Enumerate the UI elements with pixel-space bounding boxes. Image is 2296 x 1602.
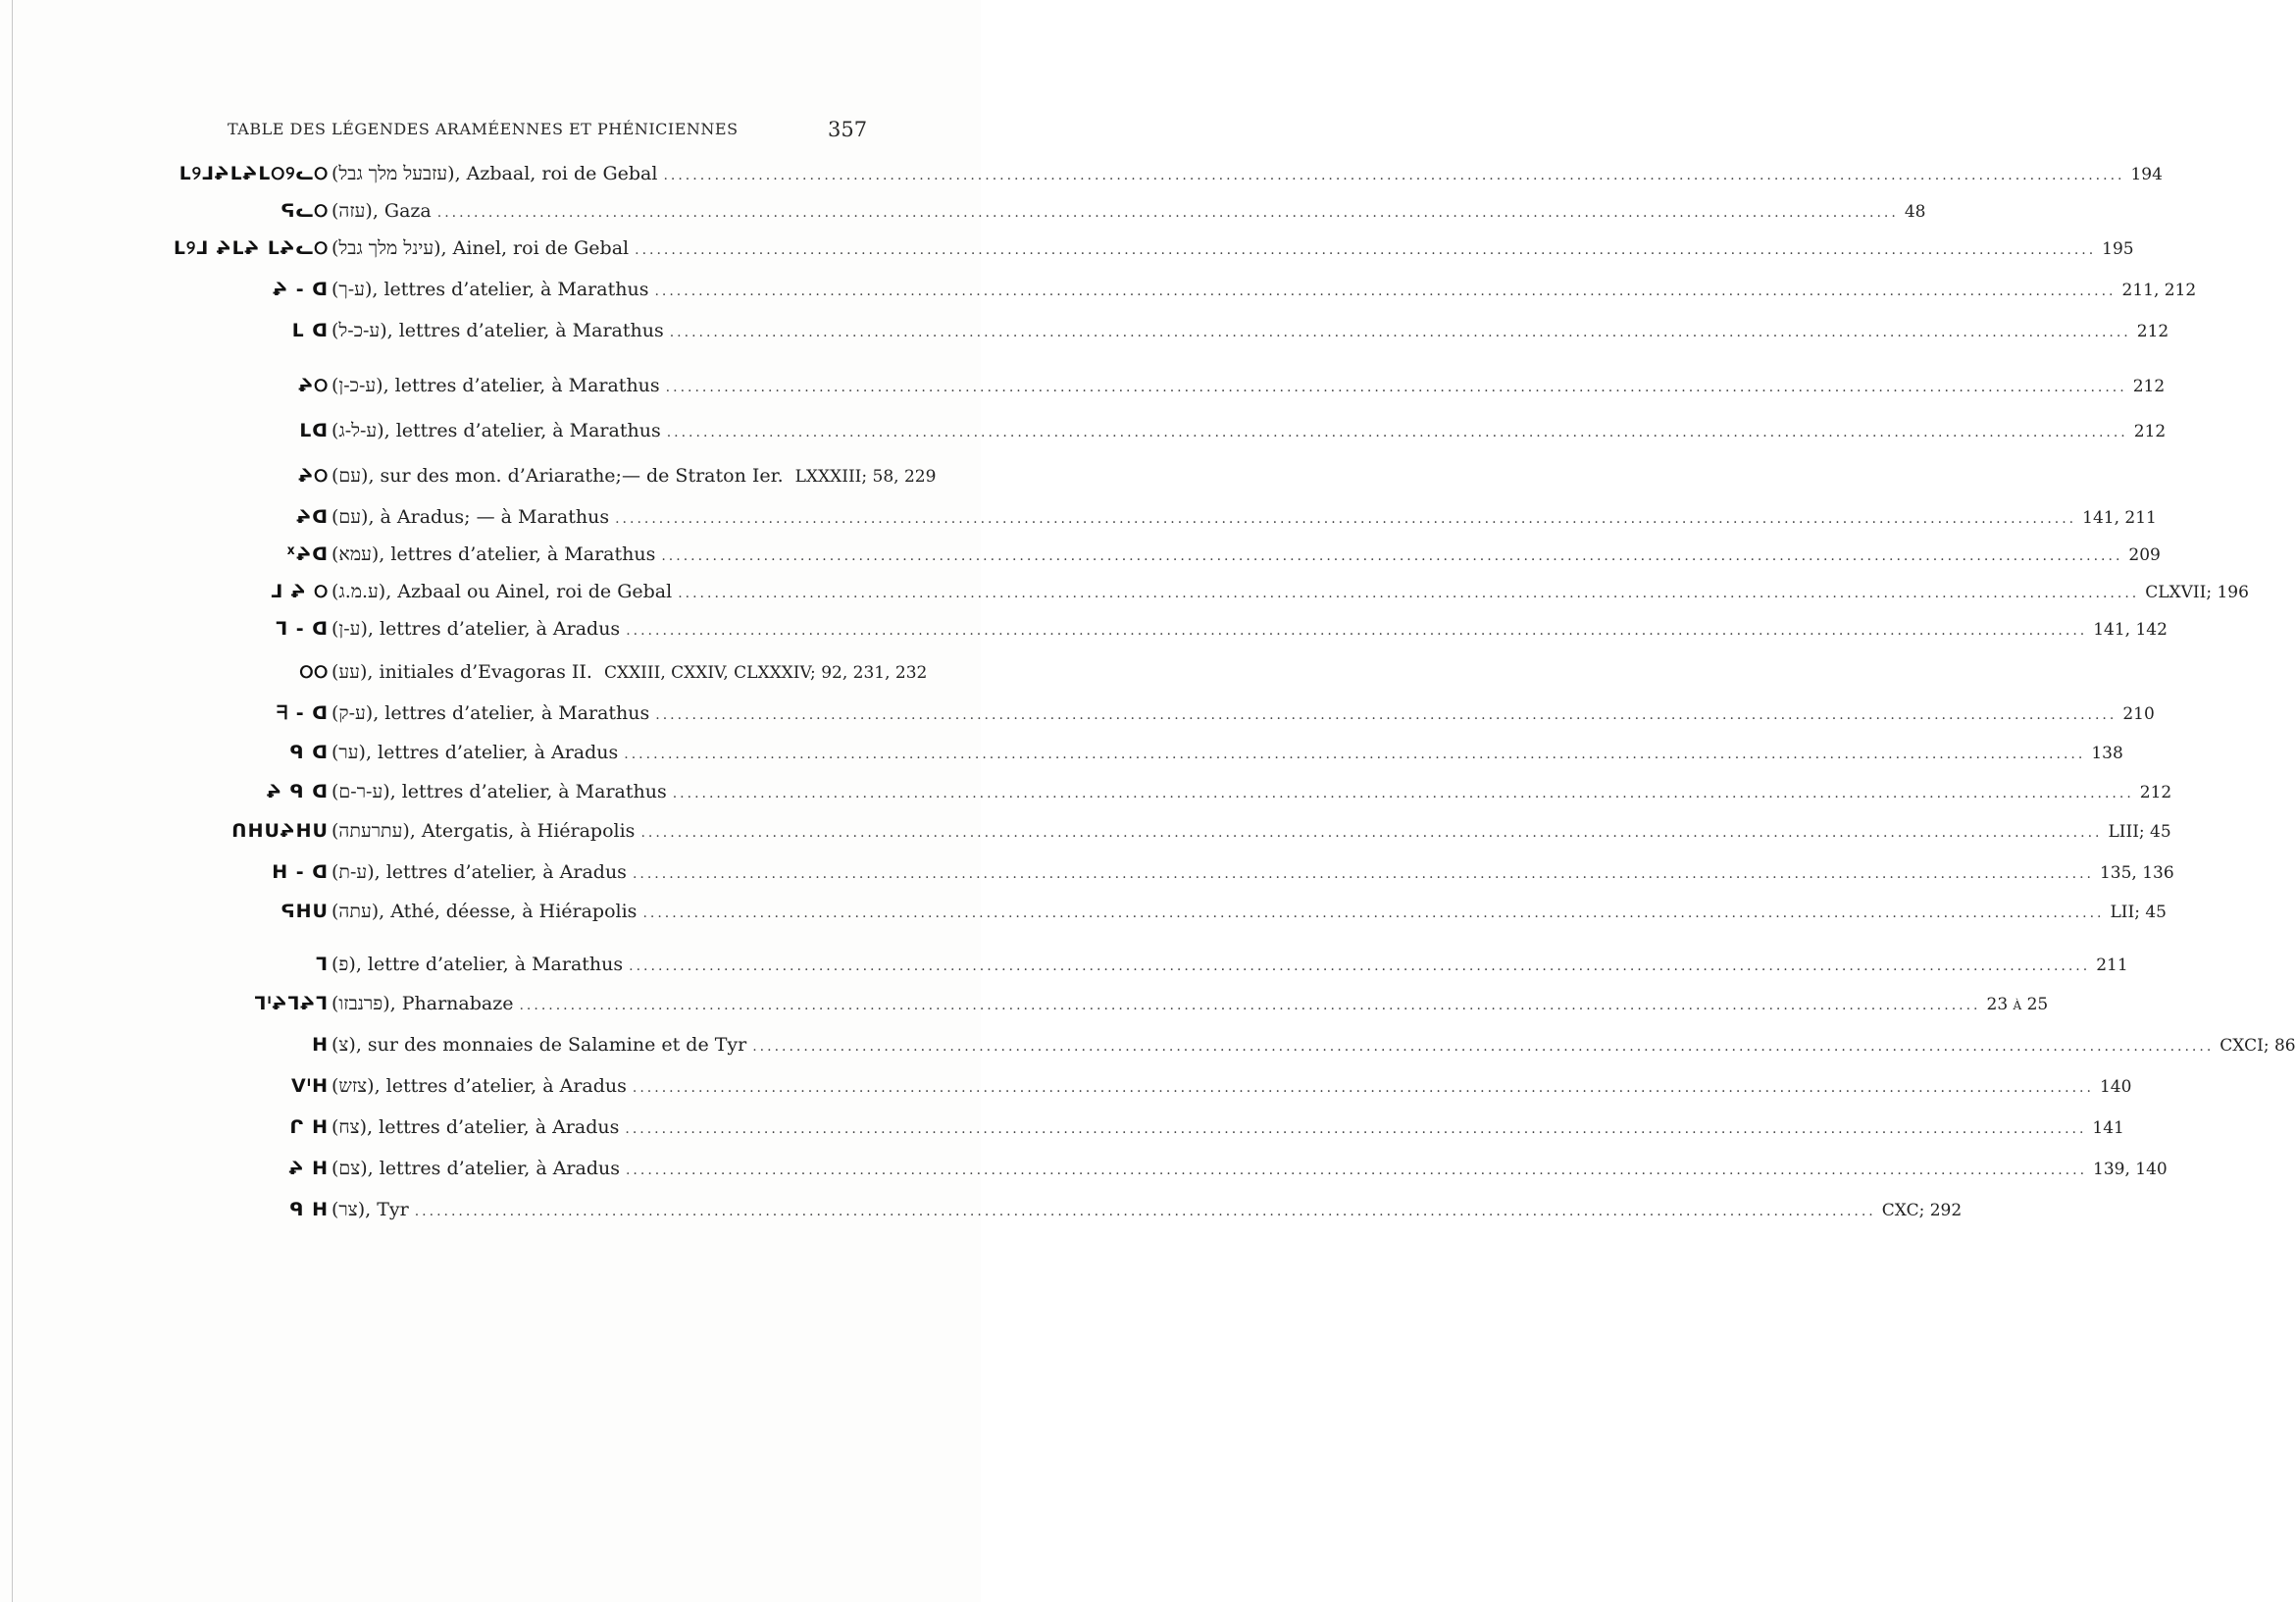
hebrew-transcription: (ע-ך) [332, 279, 373, 300]
entry-description: , lettres d’atelier, à Marathus [373, 702, 650, 724]
entry-text [332, 192, 1926, 230]
entry-description: , initiales d’Evagoras II. [367, 661, 592, 683]
entry-text [332, 312, 2169, 349]
entry-description: , à Aradus; — à Marathus [368, 506, 610, 528]
script-legend: ᖨᗡ [296, 506, 329, 528]
legend-entry [0, 573, 2249, 610]
page-reference: 195 [2102, 239, 2134, 259]
hebrew-transcription: (פ) [332, 954, 356, 975]
entry-text [332, 367, 2166, 404]
entry-text [332, 610, 2168, 647]
dot-leader: ........................................................................................................................................................................................................ [629, 958, 2091, 974]
page-reference: 139, 140 [2093, 1160, 2168, 1179]
script-legend: ᒣ - ᗡ [276, 618, 329, 640]
entry-text [332, 230, 2134, 267]
legend-entry [0, 853, 2174, 891]
dot-leader: ........................................................................................................................................................................................................ [669, 325, 2131, 340]
entry-description: , lettres d’atelier, à Aradus [367, 618, 621, 640]
entry-description: , Pharnabaze [389, 993, 514, 1014]
script-legend: ᖨ୦ [298, 375, 329, 396]
script-legend: ᑎᕼᑌᖨᕼᑌ [231, 820, 329, 842]
dot-leader: ........................................................................................................................................................................................................ [615, 511, 2077, 527]
page-header [228, 116, 914, 155]
dot-leader: ........................................................................................................................................................................................................ [624, 747, 2086, 762]
script-legend: ᕼ [312, 1034, 329, 1056]
hebrew-transcription: (עתה) [332, 901, 380, 922]
entry-description: , lettres d’atelier, à Marathus [389, 781, 667, 802]
page-reference: 23 à 25 [1986, 995, 2049, 1014]
legend-entry [0, 985, 2049, 1022]
hebrew-transcription: (צ) [332, 1034, 356, 1056]
entry-text [332, 1067, 2132, 1105]
legend-entry [0, 230, 2134, 267]
legend-entry [0, 312, 2169, 349]
script-legend: ᖨ ᑫ ᗡ [267, 781, 329, 802]
legend-entry [0, 498, 2157, 536]
page-reference: 194 [2130, 165, 2163, 184]
script-legend: ᕋᕼᑌ [281, 901, 329, 922]
script-legend: ᕋᓚ୦ [281, 200, 329, 222]
page-reference: CXC; 292 [1881, 1201, 1963, 1220]
entry-description: , lettres d’atelier, à Marathus [379, 543, 656, 565]
script-legend: ᖨ୦ [298, 465, 329, 487]
hebrew-transcription: (ער) [332, 742, 366, 763]
dot-leader: ........................................................................................................................................................................................................ [626, 623, 2088, 639]
legend-entry [0, 155, 2163, 192]
entry-text [332, 773, 2172, 810]
entry-text [332, 155, 2163, 192]
hebrew-transcription: (עם) [332, 506, 369, 528]
hebrew-transcription: (צר) [332, 1199, 366, 1220]
legend-entry [0, 1026, 2296, 1063]
dot-leader: ........................................................................................................................................................................................................ [663, 168, 2125, 183]
script-legend: ᕁᖨᗡ [285, 543, 329, 565]
script-legend: ᖨ ᕼ [288, 1158, 329, 1179]
page-reference: 212 [2133, 422, 2167, 441]
script-legend: ᒣᑊᖨᒣᖨᒣ [254, 993, 329, 1014]
page-reference: 140 [2099, 1077, 2132, 1097]
hebrew-transcription: (ע-ן) [332, 618, 368, 640]
entry-text [332, 985, 2049, 1022]
entry-description: , lettres d’atelier, à Marathus [372, 279, 649, 300]
dot-leader: ........................................................................................................................................................................................................ [642, 905, 2105, 921]
legend-entry [0, 610, 2168, 647]
script-legend: ୦୦ [299, 661, 329, 683]
page-reference: 141, 142 [2093, 620, 2168, 640]
legend-entry [0, 412, 2167, 449]
legend-entry [0, 695, 2155, 732]
script-legend: ᒪ୨ᒧᖨᒪᖨᒪ୦୨ᓚ୦ [179, 163, 329, 184]
dot-leader: ........................................................................................................................................................................................................ [654, 284, 2117, 299]
entry-description: , lettres d’atelier, à Marathus [386, 320, 664, 341]
dot-leader: ........................................................................................................................................................................................................ [625, 1163, 2088, 1178]
page-reference: CLXVII; 196 [2145, 583, 2249, 602]
entry-description: , lettres d’atelier, à Aradus [367, 1158, 620, 1179]
script-legend: ᒋ ᕼ [289, 1116, 329, 1138]
script-legend: ᑫ ᕼ [289, 1199, 329, 1220]
hebrew-transcription: (ע-כ-ן) [332, 375, 383, 396]
dot-leader: ........................................................................................................................................................................................................ [752, 1039, 2215, 1055]
legend-entry [0, 536, 2161, 573]
page-reference: 138 [2091, 744, 2123, 763]
legend-entry [0, 192, 1926, 230]
page-reference: 141 [2092, 1118, 2124, 1138]
script-legend: ᒪ୨ᒧ ᖨᒪᖨ ᒪᖨᓚ୦ [174, 237, 329, 259]
legend-entry [0, 271, 2197, 308]
page-reference: 135, 136 [2099, 863, 2174, 883]
hebrew-transcription: (עזה) [332, 200, 373, 222]
page-reference: 48 [1904, 202, 1926, 222]
page-reference: CXCI; 86 [2219, 1036, 2296, 1056]
hebrew-transcription: (פרנבזו) [332, 993, 390, 1014]
entry-text [332, 946, 2128, 983]
entry-description: , Gaza [372, 200, 432, 222]
entry-text [332, 457, 937, 494]
script-legend: ᒣ [316, 954, 329, 975]
dot-leader: ........................................................................................................................................................................................................ [436, 205, 1899, 221]
script-legend: ᒧ ᖨ ୦ [271, 581, 329, 602]
hebrew-transcription: (עתרעתה) [332, 820, 410, 842]
hebrew-transcription: (ע-ק) [332, 702, 374, 724]
entry-text [332, 1191, 1963, 1228]
entry-text [332, 498, 2157, 536]
entry-text [332, 1150, 2168, 1187]
page-reference: 211 [2096, 956, 2128, 975]
dot-leader: ........................................................................................................................................................................................................ [635, 242, 2097, 258]
dot-leader: ........................................................................................................................................................................................................ [666, 425, 2128, 440]
legend-entry [0, 1150, 2168, 1187]
script-legend: ᒪᗡ [299, 420, 329, 441]
legend-entry [0, 367, 2166, 404]
entry-text [332, 695, 2155, 732]
entry-description: , lettre d’atelier, à Marathus [355, 954, 624, 975]
script-legend: ᑫ ᗡ [289, 742, 329, 763]
running-head: TABLE DES LÉGENDES ARAMÉENNES ET PHÉNICIENNES [228, 120, 739, 138]
hebrew-transcription: (עע) [332, 661, 368, 683]
entry-description: , Azbaal, roi de Gebal [454, 163, 658, 184]
page-reference: 212 [2132, 377, 2166, 396]
legend-entry [0, 734, 2123, 771]
entry-text [332, 1109, 2124, 1146]
dot-leader: ........................................................................................................................................................................................................ [665, 380, 2127, 395]
entry-description: , lettres d’atelier, à Aradus [365, 742, 619, 763]
dot-leader: ........................................................................................................................................................................................................ [661, 548, 2123, 564]
hebrew-transcription: (ע-ל-ג) [332, 420, 384, 441]
script-legend: ᐯᑊᕼ [291, 1075, 329, 1097]
page-reference: LIII; 45 [2108, 822, 2171, 842]
hebrew-transcription: (צזש) [332, 1075, 375, 1097]
dot-leader: ........................................................................................................................................................................................................ [640, 825, 2103, 841]
script-legend: ᖷ - ᗡ [276, 702, 329, 724]
legend-entry [0, 893, 2167, 930]
legend-entry [0, 773, 2172, 810]
entry-text [332, 412, 2167, 449]
legend-entry [0, 946, 2128, 983]
entry-description: , Tyr [365, 1199, 409, 1220]
script-legend: ᒪ ᗡ [291, 320, 329, 341]
hebrew-transcription: (צם) [332, 1158, 368, 1179]
entry-description: , lettres d’atelier, à Aradus [367, 1116, 620, 1138]
entry-text [332, 734, 2123, 771]
entry-text [332, 271, 2197, 308]
page-reference: LXXXIII; 58, 229 [794, 467, 937, 487]
page-reference: 212 [2136, 322, 2169, 341]
entry-description: , Athé, déesse, à Hiérapolis [379, 901, 638, 922]
dot-leader: ........................................................................................................................................................................................................ [625, 1121, 2087, 1137]
hebrew-transcription: (עמא) [332, 543, 380, 565]
script-legend: ᕼ - ᗡ [272, 861, 329, 883]
entry-description: , lettres d’atelier, à Aradus [374, 1075, 627, 1097]
legend-entry [0, 653, 981, 691]
entry-text [332, 853, 2174, 891]
dot-leader: ........................................................................................................................................................................................................ [655, 707, 2117, 723]
entry-text [332, 812, 2171, 850]
page-number: 357 [828, 118, 868, 141]
entry-description: , Atergatis, à Hiérapolis [409, 820, 636, 842]
hebrew-transcription: (ע-ר-ם) [332, 781, 390, 802]
dot-leader: ........................................................................................................................................................................................................ [632, 866, 2094, 882]
legend-entry [0, 1191, 1963, 1228]
dot-leader: ........................................................................................................................................................................................................ [519, 998, 1981, 1013]
dot-leader: ........................................................................................................................................................................................................ [414, 1204, 1876, 1219]
legend-entry [0, 1109, 2124, 1146]
dot-leader: ........................................................................................................................................................................................................ [678, 586, 2140, 601]
entry-description: , lettres d’atelier, à Aradus [374, 861, 627, 883]
page-reference: 212 [2139, 783, 2172, 802]
page-reference: 210 [2122, 704, 2155, 724]
legend-entry [0, 1067, 2132, 1105]
entry-description: , lettres d’atelier, à Marathus [383, 375, 660, 396]
entry-description: , sur des mon. d’Ariarathe;— de Straton Ier. [368, 465, 784, 487]
page-reference: CXXIII, CXXIV, CLXXXIV; 92, 231, 232 [603, 663, 928, 683]
entry-description: , Azbaal ou Ainel, roi de Gebal [385, 581, 673, 602]
hebrew-transcription: (עם) [332, 465, 369, 487]
hebrew-transcription: (ע.מ.ג) [332, 581, 386, 602]
script-legend: ᖨ - ᗡ [273, 279, 329, 300]
dot-leader: ........................................................................................................................................................................................................ [632, 1080, 2094, 1096]
legend-entry [0, 812, 2171, 850]
page-reference: LII; 45 [2110, 903, 2167, 922]
entry-text [332, 573, 2249, 610]
entry-description: , lettres d’atelier, à Marathus [383, 420, 661, 441]
hebrew-transcription: (עינל מלך גבל) [332, 237, 441, 259]
hebrew-transcription: (ע-כ-ל) [332, 320, 387, 341]
entry-text [332, 1026, 2296, 1063]
entry-description: , Ainel, roi de Gebal [440, 237, 630, 259]
entry-description: , sur des monnaies de Salamine et de Tyr [355, 1034, 747, 1056]
entry-text [332, 536, 2161, 573]
hebrew-transcription: (עזבעל מלך גבל) [332, 163, 455, 184]
page-reference: 209 [2128, 545, 2161, 565]
entry-text [332, 653, 928, 691]
hebrew-transcription: (צח) [332, 1116, 368, 1138]
legend-entry [0, 457, 981, 494]
page-reference: 141, 211 [2082, 508, 2157, 528]
page-reference: 211, 212 [2121, 281, 2197, 300]
hebrew-transcription: (ע-ת) [332, 861, 375, 883]
entry-text [332, 893, 2167, 930]
dot-leader: ........................................................................................................................................................................................................ [672, 786, 2134, 801]
